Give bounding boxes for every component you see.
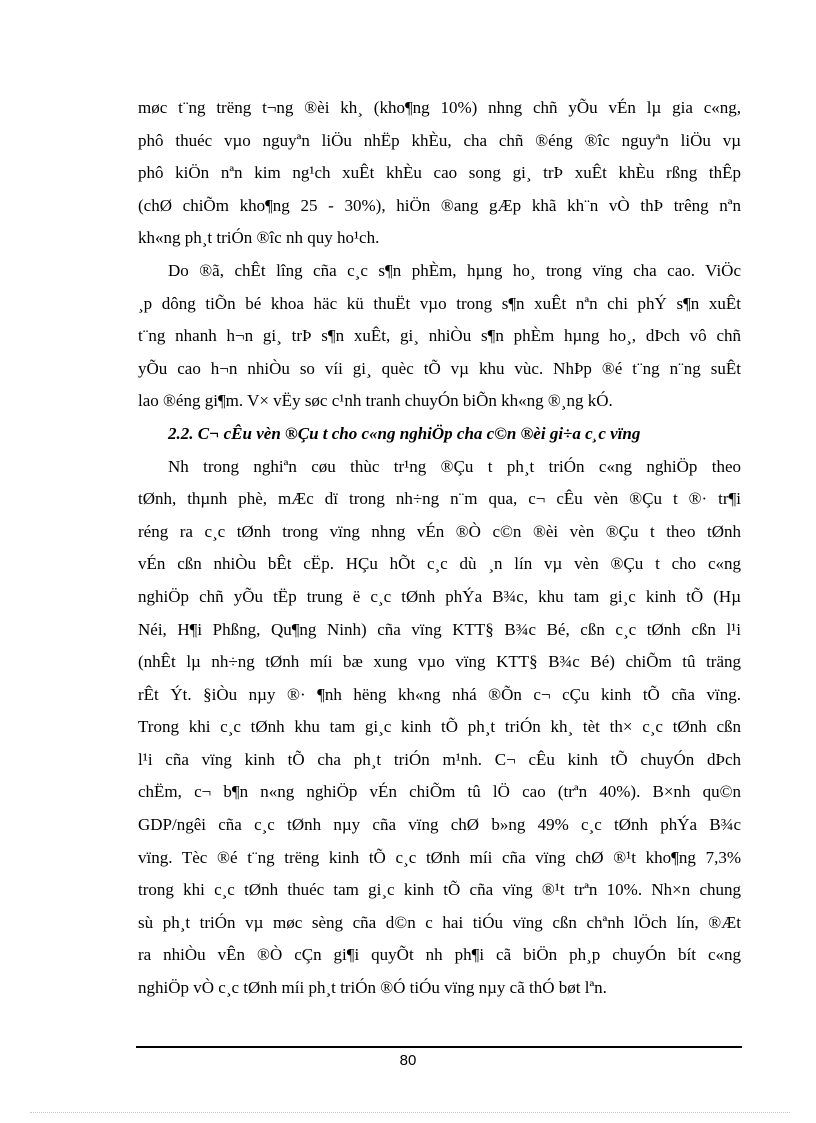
text-line: réng ra c¸c tØnh trong vïng nhng vÉn ®Ò c©n ®èi vèn ®Çu t theo tØnh xyxy=(138,521,741,541)
text-line: (nhÊt lµ nh÷ng tØnh míi bæ xung vµo vïng KTT§ B¾c Bé) chiÕm tû träng xyxy=(138,652,741,672)
page-number: 80 xyxy=(399,1052,417,1069)
footer-divider xyxy=(136,1046,742,1048)
text-line: (chØ chiÕm kho¶ng 25 - 30%), hiÖn ®ang gÆp khã kh¨n vÒ thÞ trêng nªn xyxy=(138,195,741,215)
text-line: vïng. Tèc ®é t¨ng trëng kinh tÕ c¸c tØnh míi cña vïng chØ ®¹t kho¶ng 7,3% xyxy=(138,847,741,867)
text-line: nghiÖp vÒ c¸c tØnh míi ph¸t triÓn ®Ó tiÓu vïng nµy cã thÓ bøt lªn. xyxy=(138,978,607,998)
paragraph xyxy=(138,92,741,255)
text-line: Trong khi c¸c tØnh khu tam gi¸c kinh tÕ ph¸t triÓn kh¸ tèt th× c¸c tØnh cßn xyxy=(138,717,741,737)
text-line: ra nhiÒu vÊn ®Ò cÇn gi¶i quyÕt nh ph¶i cã biÖn ph¸p chuyÓn bít c«ng xyxy=(138,945,741,965)
text-line: vÉn cßn nhiÒu bÊt cËp. HÇu hÕt c¸c dù ¸n lín vµ vèn ®Çu t cho c«ng xyxy=(138,554,741,574)
text-line: tØnh, thµnh phè, mÆc dï trong nh÷ng n¨m qua, c¬ cÊu vèn ®Çu t ®· tr¶i xyxy=(138,489,741,509)
text-line: trong khi c¸c tØnh thuéc tam gi¸c kinh tÕ cña vïng ®¹t trªn 10%. Nh×n chung xyxy=(138,880,741,900)
text-line: phô thuéc vµo nguyªn liÖu nhËp khÈu, cha chñ ®éng ®îc nguyªn liÖu vµ xyxy=(138,130,741,150)
page-bottom-border xyxy=(30,1112,790,1113)
text-line: ¸p dông tiÕn bé khoa häc kü thuËt vµo trong s¶n xuÊt nªn chi phÝ s¶n xuÊt xyxy=(138,293,741,313)
text-line: yÕu cao h¬n nhiÒu so víi gi¸ quèc tÕ vµ khu vùc. NhÞp ®é t¨ng n¨ng suÊt xyxy=(138,358,741,378)
text-line: sù ph¸t triÓn vµ møc sèng cña d©n c hai tiÓu vïng cßn chªnh lÖch lín, ®Æt xyxy=(138,912,741,932)
text-line: GDP/ngêi cña c¸c tØnh nµy cña vïng chØ b»ng 49% c¸c tØnh phÝa B¾c xyxy=(138,815,741,835)
text-line: Néi, H¶i Phßng, Qu¶ng Ninh) cña vïng KTT§ B¾c Bé, cßn c¸c tØnh cßn l¹i xyxy=(138,619,741,639)
body-text xyxy=(138,92,741,1005)
text-line: rÊt Ýt. §iÒu nµy ®· ¶nh hëng kh«ng nhá ®Õn c¬ cÇu kinh tÕ cña vïng. xyxy=(138,684,741,704)
text-line: kh«ng ph¸t triÓn ®îc nh quy ho¹ch. xyxy=(138,228,380,248)
text-line: chËm, c¬ b¶n n«ng nghiÖp vÉn chiÕm tû lÖ cao (trªn 40%). B×nh qu©n xyxy=(138,782,741,802)
paragraph xyxy=(138,451,741,1005)
section-heading-text: 2.2. C¬ cÊu vèn ®Çu t cho c«ng nghiÖp cha c©n ®èi gi÷a c¸c vïng xyxy=(168,423,641,443)
text-line: t¨ng nhanh h¬n gi¸ trÞ s¶n xuÊt, gi¸ nhiÒu s¶n phÈm hµng ho¸, dÞch vô chñ xyxy=(138,326,741,346)
text-line: l¹i cña vïng kinh tÕ cha ph¸t triÓn m¹nh. C¬ cÊu kinh tÕ chuyÓn dÞch xyxy=(138,749,741,769)
text-line: møc t¨ng trëng t¬ng ®èi kh¸ (kho¶ng 10%) nhng chñ yÕu vÉn lµ gia c«ng, xyxy=(138,98,741,117)
text-line: phô kiÖn nªn kim ng¹ch xuÊt khÈu cao song gi¸ trÞ xuÊt khÈu rßng thÊp xyxy=(138,163,741,183)
text-line: Nh trong nghiªn cøu thùc tr¹ng ®Çu t ph¸t triÓn c«ng nghiÖp theo xyxy=(168,456,741,476)
section-heading xyxy=(138,418,741,451)
paragraph xyxy=(138,255,741,418)
text-line: lao ®éng gi¶m. V× vËy søc c¹nh tranh chuyÓn biÕn kh«ng ®¸ng kÓ. xyxy=(138,391,613,411)
text-line: Do ®ã, chÊt lîng cña c¸c s¶n phÈm, hµng ho¸ trong vïng cha cao. ViÖc xyxy=(168,260,741,280)
text-line: nghiÖp chñ yÕu tËp trung ë c¸c tØnh phÝa B¾c, khu tam gi¸c kinh tÕ (Hµ xyxy=(138,586,741,606)
